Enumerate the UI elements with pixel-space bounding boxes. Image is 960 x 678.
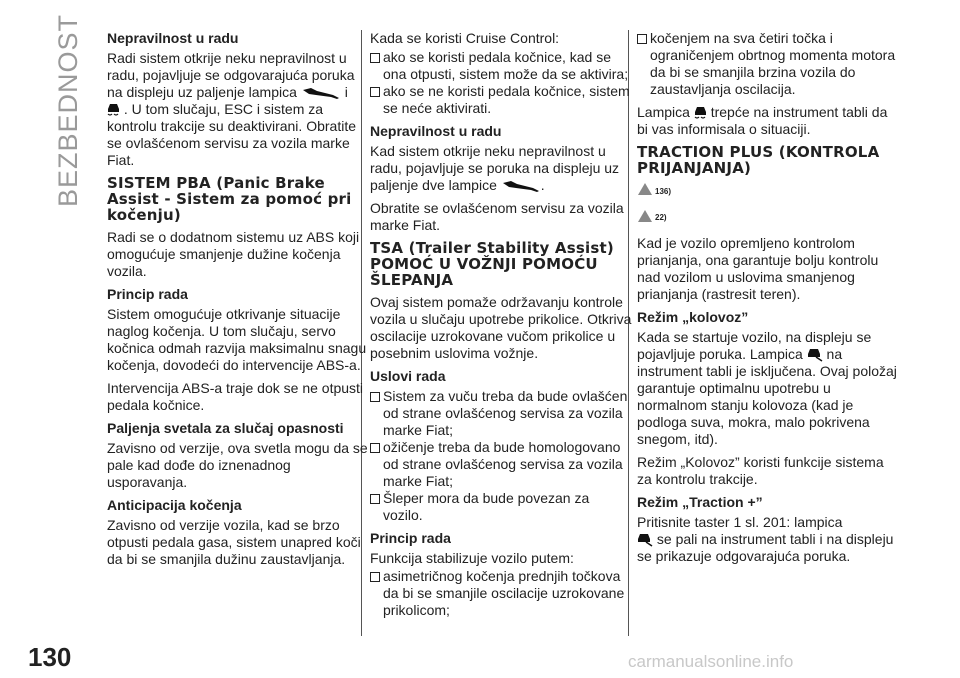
bullet-item xyxy=(370,388,632,439)
footnote-ref: 22) xyxy=(655,213,667,223)
skid-car-icon xyxy=(107,103,120,117)
text: Kada se startuje vozilo, na displeju se pojavljuje poruka. Lampica xyxy=(637,328,872,362)
bullet-box-icon xyxy=(370,53,380,63)
warning-triangle-icon xyxy=(637,209,653,227)
warning-light-key-icon xyxy=(301,86,341,100)
footnote-row-2 xyxy=(637,208,899,226)
bullet-box-icon xyxy=(370,87,380,97)
bullet-box-icon xyxy=(370,494,380,504)
paragraph-malfunction xyxy=(107,50,369,169)
paragraph-traction: Kad je vozilo opremljeno kontrolom prianjanja, ona garantuje bolju kontrolu nad vozilom u uslovima smanjenog prianjanja (rastresit teren). xyxy=(637,234,879,302)
bullet-text: Šleper mora da bude povezan za vozilo. xyxy=(383,490,590,523)
paragraph-traction-mode xyxy=(637,514,899,565)
text: . xyxy=(540,177,545,193)
bullet-text: ako se koristi pedala kočnice, kad se ona otpusti, sistem može da se aktivira; xyxy=(383,49,629,82)
bullet-text: Sistem za vuču treba da bude ovlašćen od strane ovlašćenog servisa za vozila marke Fiat; xyxy=(383,388,628,438)
column-3 xyxy=(637,30,899,571)
bullet-box-icon xyxy=(370,443,380,453)
heading-traction-mode: Režim „Traction +” xyxy=(637,493,763,510)
text: na instrument tabli je isključena. Ovaj položaj garantuje optimalnu upotrebu u normalnom stanju kolovoza (kad je podloga suva, mokra, malo pokrivena snegom, itd). xyxy=(637,345,897,447)
heading-malfunction: Nepravilnost u radu xyxy=(107,30,239,46)
bullet-box-icon xyxy=(370,572,380,582)
paragraph-cruise: Kada se koristi Cruise Control: xyxy=(370,30,560,46)
bullet-text: asimetričnog kočenja prednjih točkova da bi se smanjile oscilacije uzrokovane prikolicom; xyxy=(383,568,625,618)
bullet-box-icon xyxy=(637,34,647,44)
paragraph-princip-1: Sistem omogućuje otkrivanje situacije naglog kočenja. U tom slučaju, servo kočnica odmah razvija maksimalnu snagu kočenja, dovodeći do intervencije ABS-a. xyxy=(107,306,367,373)
traction-car-icon xyxy=(637,533,653,547)
bullet-item xyxy=(370,83,632,117)
heading-princip-1: Princip rada xyxy=(107,286,188,302)
heading-anticipation: Anticipacija kočenja xyxy=(107,497,242,513)
footnote-ref: 136) xyxy=(655,186,672,196)
paragraph-kolovoz xyxy=(637,329,899,448)
page-number: 130 xyxy=(28,642,72,672)
footnote-row-1 xyxy=(637,182,899,200)
heading-tsa: TSA (Trailer Stability Assist) POMOĆ U VOŽNJI POMOĆU ŠLEPANJA xyxy=(370,239,614,289)
heading-traction-plus: TRACTION PLUS (KONTROLA PRIJANJANJA) xyxy=(637,143,880,177)
heading-pba: SISTEM PBA (Panic Brake Assist - Sistem za pomoć pri kočenju) xyxy=(107,174,352,224)
heading-lights: Paljenja svetala za slučaj opasnosti xyxy=(107,420,344,436)
traction-car-icon xyxy=(807,348,823,362)
text: i xyxy=(344,84,348,100)
bullet-item xyxy=(370,439,632,490)
text: Pritisnite taster 1 sl. 201: lampica xyxy=(637,513,843,530)
bullet-item xyxy=(370,568,632,619)
column-2 xyxy=(370,30,632,619)
heading-kolovoz: Režim „kolovoz” xyxy=(637,308,749,325)
heading-malfunction-2: Nepravilnost u radu xyxy=(370,123,502,139)
paragraph-service: Obratite se ovlašćenom servisu za vozila marke Fiat. xyxy=(370,200,624,233)
bullet-item xyxy=(370,490,632,524)
text: . U tom slučaju, ESC i sistem za kontrolu trakcije su deaktivirani. Obratite se ovlašćenom servisu za vozila marke Fiat. xyxy=(107,101,356,168)
column-1 xyxy=(107,30,369,574)
bullet-item xyxy=(370,49,632,83)
paragraph-lampica xyxy=(637,104,899,138)
skid-car-icon xyxy=(694,106,707,120)
paragraph-tsa: Ovaj sistem pomaže održavanju kontrole vozila u slučaju upotrebe prikolice. Otkriva oscilacije uzrokovane vučom prikolice u posebnim uslovima vožnje. xyxy=(370,294,632,361)
text: trepće na instrument tabli da bi vas informisala o situaciji. xyxy=(637,104,888,137)
paragraph-kolovoz-functions: Režim „Kolovoz” koristi funkcije sistema za kontrolu trakcije. xyxy=(637,453,884,487)
bullet-item xyxy=(637,30,899,98)
text: Lampica xyxy=(637,104,690,120)
warning-triangle-icon xyxy=(637,182,653,200)
bullet-text: ako se ne koristi pedala kočnice, sistem se neće aktivirati. xyxy=(383,83,630,116)
bullet-box-icon xyxy=(370,392,380,402)
heading-uslovi: Uslovi rada xyxy=(370,368,446,384)
text: Kad sistem otkrije neku nepravilnost u radu, pojavljuje se poruka na displeju uz paljenje dve lampice xyxy=(370,143,620,193)
bullet-text: ožičenje treba da bude homologovano od strane ovlašćenog servisa za vozila marke Fiat; xyxy=(383,439,623,489)
text: se pali na instrument tabli i na displeju se prikazuje odgovarajuća poruka. xyxy=(637,530,894,564)
text: Radi sistem otkrije neku nepravilnost u radu, pojavljuje se odgovarajuća poruka na displeju uz paljenje lampica xyxy=(107,50,355,100)
heading-princip-2: Princip rada xyxy=(370,530,451,546)
paragraph-anticipation: Zavisno od verzije vozila, kad se brzo otpusti pedala gasa, sistem unapred koči da bi se smanjila dužinu zaustavljanja. xyxy=(107,517,361,567)
paragraph-pba: Radi se o dodatnom sistemu uz ABS koji omogućuje smanjenje dužine kočenja vozila. xyxy=(107,229,360,279)
section-side-tab xyxy=(52,13,86,207)
warning-light-key-icon xyxy=(501,179,541,193)
bullet-text: kočenjem na sva četiri točka i ograničenjem obrtnog momenta motora da bi se smanjila brzina vozila do zaustavljanja oscilacija. xyxy=(650,30,896,97)
section-side-tab-label: BEZBEDNOST xyxy=(53,13,84,207)
paragraph-abs: Intervencija ABS-a traje dok se ne otpusti pedala kočnice. xyxy=(107,380,364,413)
watermark: carmanualsonline.info xyxy=(628,652,794,671)
paragraph-funkcija: Funkcija stabilizuje vozilo putem: xyxy=(370,550,574,566)
paragraph-malfunction-2 xyxy=(370,143,632,194)
paragraph-lights: Zavisno od verzije, ova svetla mogu da se pale kad dođe do iznenadnog usporavanja. xyxy=(107,440,368,490)
